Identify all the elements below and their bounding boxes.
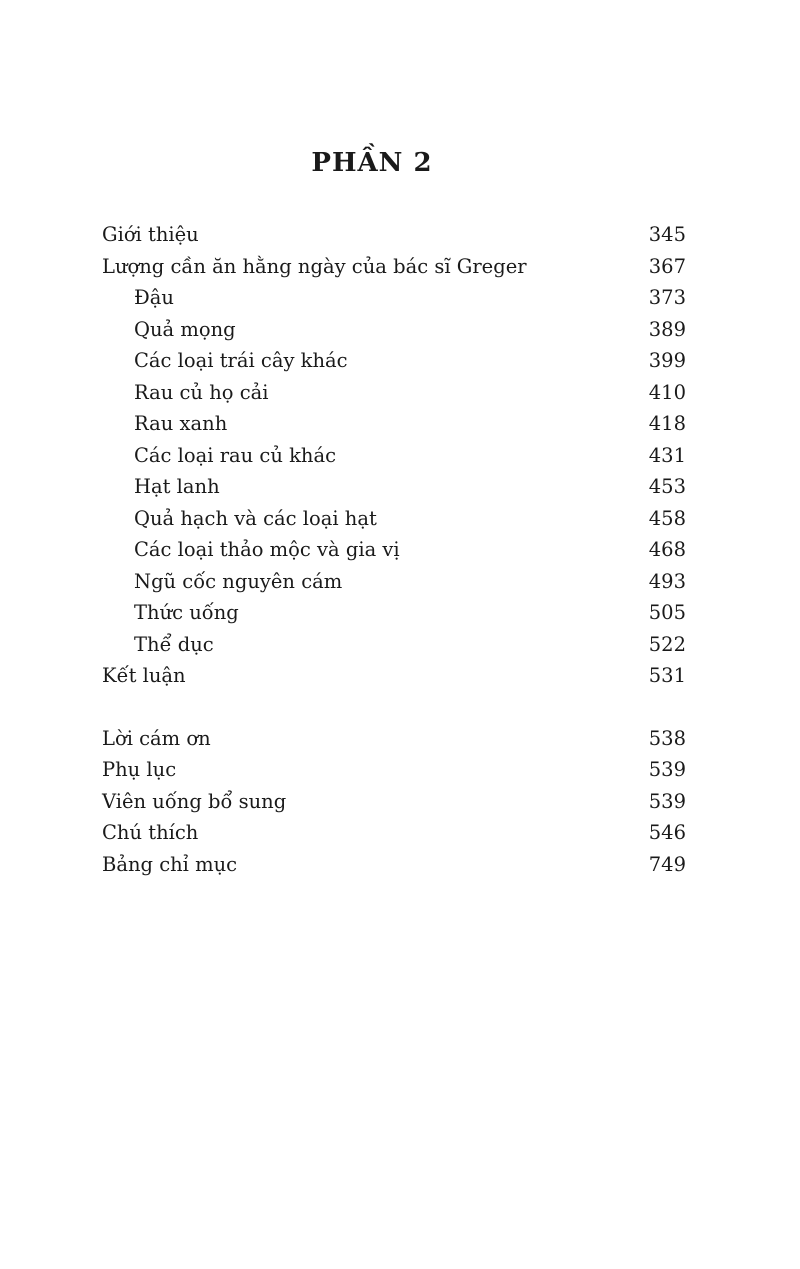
toc-entry-label: Bảng chỉ mục (102, 852, 238, 876)
toc-entry-label: Viên uống bổ sung (102, 789, 287, 813)
toc-entry-label: Ngũ cốc nguyên cám (134, 569, 343, 593)
toc-entry-page: 345 (648, 223, 686, 246)
toc-entry-nuts-seeds (102, 503, 686, 535)
toc-entry-page: 367 (648, 254, 686, 278)
toc-entry-beverages (102, 597, 686, 629)
toc-entry-label: Các loại rau củ khác (134, 443, 337, 467)
toc-entry-index (102, 849, 686, 881)
toc-entry-page: 468 (648, 538, 686, 561)
toc-entry-page: 539 (648, 758, 686, 781)
toc-entry-acknowledgments (102, 723, 686, 755)
toc-entry-label: Các loại thảo mộc và gia vị (134, 538, 400, 561)
toc-entry-flaxseeds (102, 471, 686, 503)
toc-entry-page: 373 (648, 286, 686, 309)
toc-entry-page: 531 (648, 664, 686, 687)
toc-entry-supplements (102, 786, 686, 818)
toc-entry-label: Phụ lục (102, 758, 177, 781)
toc-entry-herbs-spices (102, 534, 686, 566)
toc-entry-berries (102, 314, 686, 346)
toc-entry-other-vegetables (102, 440, 686, 472)
toc-entry-page: 505 (648, 601, 686, 624)
toc-entry-daily-dozen (102, 251, 686, 283)
toc-entry-page: 410 (648, 380, 686, 404)
toc-entry-page: 431 (648, 443, 686, 467)
toc-entry-label: Quả mọng (134, 317, 236, 341)
toc-entry-exercise (102, 629, 686, 661)
toc-entry-page: 493 (648, 569, 686, 593)
toc-entry-page: 453 (648, 475, 686, 498)
toc-entry-appendix (102, 754, 686, 786)
toc-entry-page: 389 (648, 317, 686, 341)
toc-entry-label: Thức uống (134, 601, 239, 624)
toc-entry-label: Lượng cần ăn hằng ngày của bác sĩ Greger (102, 254, 527, 278)
toc-entry-label: Đậu (134, 286, 174, 309)
toc-entry-page: 749 (648, 852, 686, 876)
toc-entry-whole-grains (102, 566, 686, 598)
toc-entry-label: Hạt lanh (134, 475, 220, 498)
toc-entry-page: 458 (648, 506, 686, 530)
toc-entry-label: Chú thích (102, 821, 199, 844)
toc-entry-page: 399 (648, 349, 686, 372)
toc-entry-label: Lời cám ơn (102, 726, 211, 750)
toc-entry-label: Rau xanh (134, 412, 228, 435)
toc-entry-greens (102, 408, 686, 440)
toc-entry-beans (102, 282, 686, 314)
toc-entry-label: Các loại trái cây khác (134, 349, 348, 372)
toc-entry-page: 522 (648, 632, 686, 656)
toc-entry-conclusion (102, 660, 686, 692)
toc-entry-notes (102, 817, 686, 849)
section-title: PHẦN 2 (311, 148, 433, 178)
toc-entry-label: Rau củ họ cải (134, 380, 269, 404)
toc-entry-page: 538 (648, 726, 686, 750)
toc-entry-label: Thể dục (134, 632, 214, 656)
toc-entry-page: 546 (648, 821, 686, 844)
toc-entry-page: 539 (648, 789, 686, 813)
toc-entry-label: Giới thiệu (102, 223, 199, 246)
toc-entry-label: Quả hạch và các loại hạt (134, 506, 377, 530)
toc-entry-introduction (102, 219, 686, 251)
toc-entry-other-fruits (102, 345, 686, 377)
toc-entry-label: Kết luận (102, 664, 186, 687)
toc-entry-page: 418 (648, 412, 686, 435)
table-of-contents (102, 219, 686, 880)
toc-entry-cruciferous (102, 377, 686, 409)
